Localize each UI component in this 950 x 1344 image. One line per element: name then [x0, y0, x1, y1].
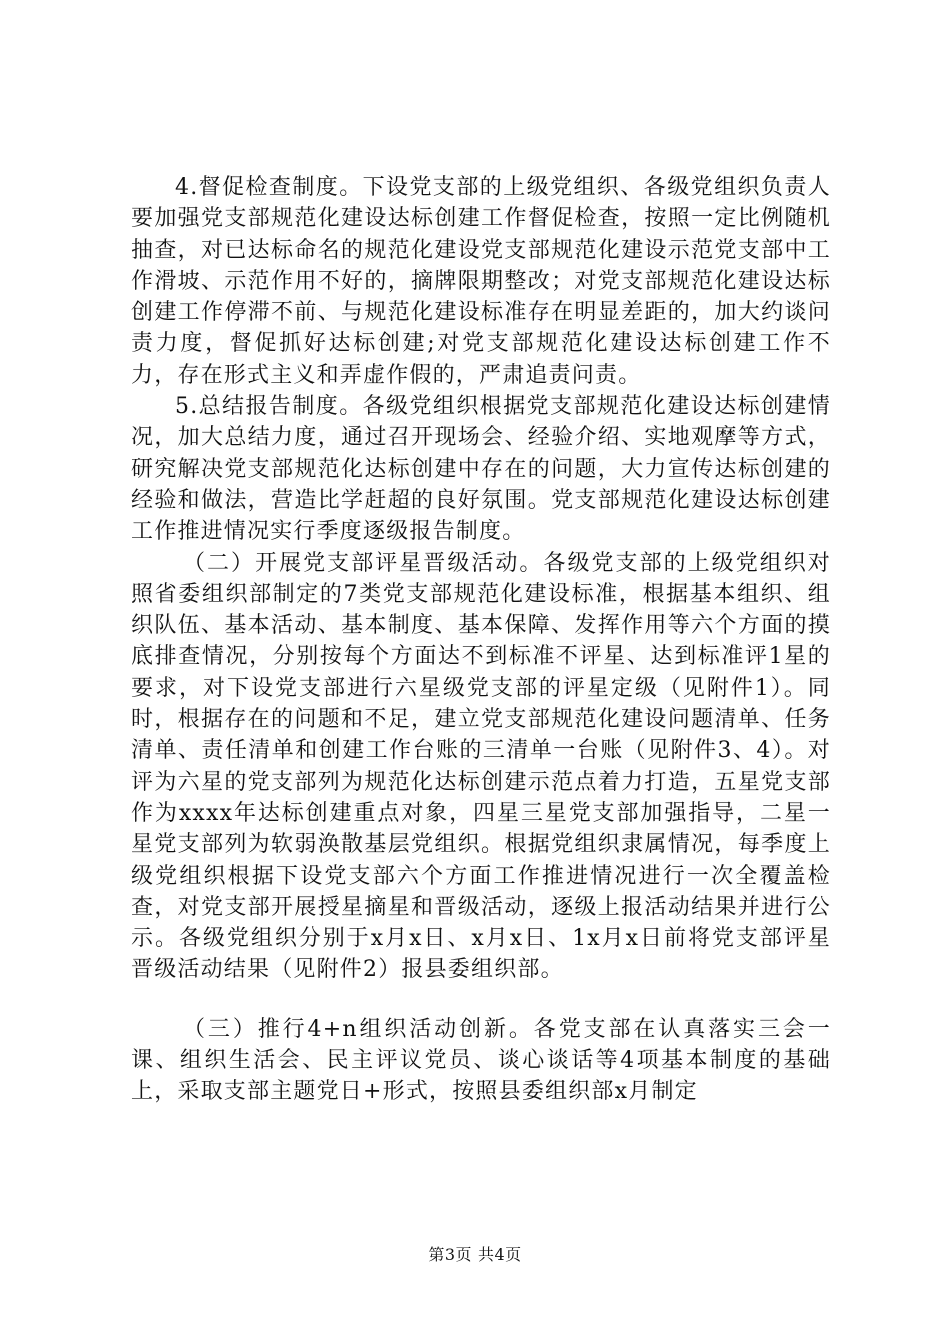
- paragraph-inspection-system: 4.督促检查制度。下设党支部的上级党组织、各级党组织负责人要加强党支部规范化建设达标创建工作督促检查，按照一定比例随机抽查，对已达标命名的规范化建设党支部规范化建设示范党支部中工作滑坡、示范作用不好的，摘牌限期整改；对党支部规范化建设达标创建工作停滞不前、与规范化建设标准存在明显差距的，加大约谈问责力度，督促抓好达标创建;对党支部规范化建设达标创建工作不力，存在形式主义和弄虚作假的，严肃追责问责。: [131, 175, 831, 388]
- paragraph-spacer: [131, 986, 831, 1014]
- page-total: 共4页: [478, 1245, 522, 1264]
- paragraph-activity-innovation: （三）推行4+n组织活动创新。各党支部在认真落实三会一课、组织生活会、民主评议党员、谈心谈话等4项基本制度的基础上，采取支部主题党日+形式，按照县委组织部x月制定: [131, 1016, 831, 1105]
- document-body: [131, 172, 831, 1108]
- page-footer: [0, 1245, 950, 1265]
- paragraph-report-system: 5.总结报告制度。各级党组织根据党支部规范化建设达标创建情况，加大总结力度，通过召开现场会、经验介绍、实地观摩等方式，研究解决党支部规范化达标创建中存在的问题，大力宣传达标创建的经验和做法，营造比学赶超的良好氛围。党支部规范化建设达标创建工作推进情况实行季度逐级报告制度。: [131, 394, 831, 545]
- paragraph-star-rating: （二）开展党支部评星晋级活动。各级党支部的上级党组织对照省委组织部制定的7类党支部规范化建设标准，根据基本组织、组织队伍、基本活动、基本制度、基本保障、发挥作用等六个方面的摸底排查情况，分别按每个方面达不到标准不评星、达到标准评1星的要求，对下设党支部进行六星级党支部的评星定级（见附件1）。同时，根据存在的问题和不足，建立党支部规范化建设问题清单、任务清单、责任清单和创建工作台账的三清单一台账（见附件3、4）。对评为六星的党支部列为规范化达标创建示范点着力打造，五星党支部作为xxxx年达标创建重点对象，四星三星党支部加强指导，二星一星党支部列为软弱涣散基层党组织。根据党组织隶属情况，每季度上级党组织根据下设党支部六个方面工作推进情况进行一次全覆盖检查，对党支部开展授星摘星和晋级活动，逐级上报活动结果并进行公示。各级党组织分别于x月x日、x月x日、1x月x日前将党支部评星晋级活动结果（见附件2）报县委组织部。: [131, 550, 831, 983]
- page-number: 第3页: [428, 1245, 472, 1264]
